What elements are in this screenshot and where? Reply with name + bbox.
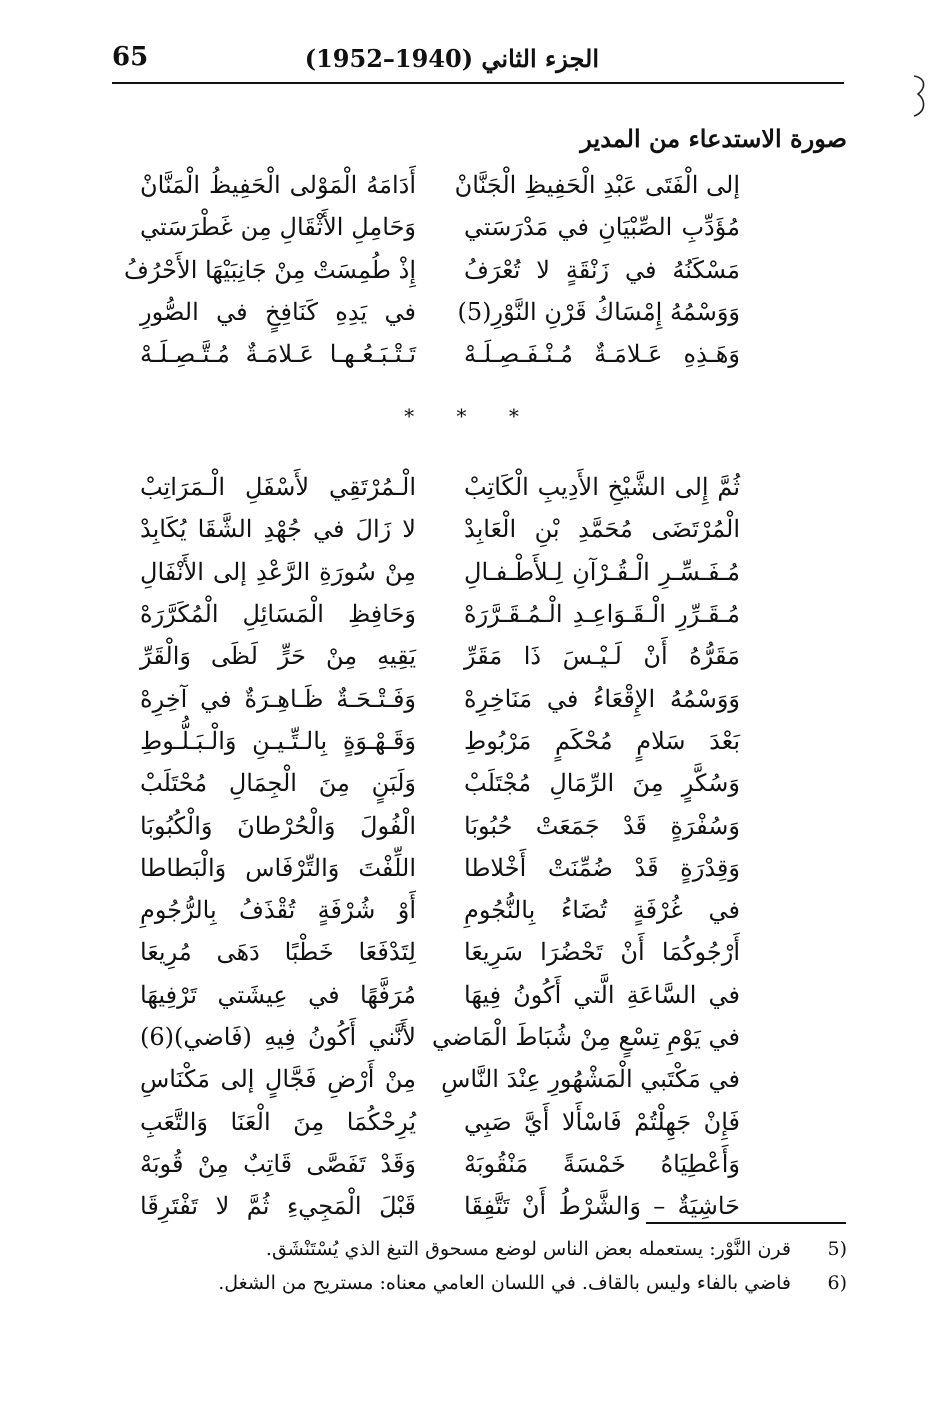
- first-hemistich: في السَّاعَةِ الَّتي أَكُونُ فِيهَا: [464, 980, 740, 1009]
- second-hemistich: يُرِحْكُمَا مِنَ الْعَنَا وَالتَّعَبِ: [140, 1107, 416, 1136]
- first-hemistich: وَسُفْرَةٍ قَدْ جَمَعَتْ حُبُوبَا: [464, 811, 740, 840]
- verse: [140, 1016, 740, 1058]
- first-hemistich: وَوَسْمُهُ إِمْسَاكُ قَرْنِ النَّوْرِ(5): [457, 298, 740, 327]
- verse: [140, 762, 740, 804]
- second-hemistich: أَدَامَهُ الْمَوْلى الْحَفِيظُ الْمَنَّانْ: [140, 171, 416, 200]
- first-hemistich: فَإِنْ جَهِلْتُمْ فَاسْأَلا أَيَّ صَبِي: [464, 1107, 740, 1136]
- poem-second: [140, 466, 740, 1227]
- verse: [140, 206, 740, 248]
- footnote-6: [207, 1266, 847, 1300]
- second-hemistich: أَوْ شُرْفَةٍ تُقْذَفُ بِالرُّجُومِ: [140, 896, 416, 925]
- verse: [140, 466, 740, 508]
- verse: [140, 333, 740, 375]
- header-rule: [112, 82, 844, 84]
- second-hemistich: تَـتْـبَـعُـهـا عَـلامَـةٌ مُـتَّـصِـلَـهْ: [140, 340, 416, 369]
- poem-first: [124, 164, 740, 375]
- first-hemistich: وَأَعْطِيَاهُ خَمْسَةً مَنْقُوبَهْ: [464, 1149, 740, 1178]
- footnote-5: [207, 1232, 847, 1266]
- section-title: صورة الاستدعاء من المدير: [580, 124, 847, 153]
- verse: [140, 677, 740, 719]
- verse: [140, 889, 740, 931]
- first-hemistich: وَوَسْمُهُ الإِقْعَاءُ في مَنَاخِرِهْ: [464, 684, 740, 713]
- second-hemistich: قَبْلَ الْمَجِيءِ ثُمَّ لا تَفْتَرِقَا: [140, 1192, 416, 1221]
- section-separator: * * *: [404, 404, 537, 428]
- first-hemistich: في يَوْمِ تِسْعٍ مِنْ شُبَاطَ الْمَاضي: [432, 1023, 740, 1051]
- margin-bracket-mark: [910, 74, 930, 118]
- first-hemistich: حَاشِيَةٌ – وَالشَّرْطُ أَنْ تَتَّفِقَا: [464, 1192, 740, 1221]
- first-hemistich: مُؤَدِّبِ الصِّبْيَانِ في مَدْرَسَتي: [464, 213, 740, 242]
- first-hemistich: مَقَرُّهُ أَنْ لَـيْـسَ ذَا مَقَرِّ: [464, 642, 740, 671]
- second-hemistich: لِتَدْفَعَا خَطْبًا دَهَى مُرِيعَا: [140, 938, 416, 967]
- first-hemistich: وَهَـذِهِ عَـلامَـةٌ مُـنْـفَـصِـلَـهْ: [464, 340, 740, 369]
- second-hemistich: وَلَبَنٍ مِنَ الْجِمَالِ مُحْتَلَبْ: [140, 769, 416, 798]
- verse: [140, 974, 740, 1016]
- first-hemistich: مُـقَـرِّرِ الْـقَـوَاعِـدِ الْـمُـقَـرَّرَهْ: [464, 600, 740, 629]
- footnote-number: 5): [827, 1238, 847, 1260]
- verse: [140, 804, 740, 846]
- running-title: الجزء الثاني (1940–1952): [304, 44, 599, 73]
- second-hemistich: لأَنَّني أَكُونُ فِيهِ (فَاضي)(6): [140, 1023, 416, 1051]
- second-hemistich: وَقَـهْـوَةٍ بِالـتِّـيـنِ وَالْـبَـلُّـوطِ: [140, 726, 416, 755]
- second-hemistich: اللِّفْتَ وَالتِّرْفَاس وَالْبَطاطا: [140, 853, 416, 882]
- first-hemistich: وَسُكَّرٍ مِنَ الرِّمَالِ مُجْتَلَبْ: [464, 769, 740, 798]
- first-hemistich: مُـفَـسِّـرِ الْـقُـرْآنِ لِـلأَطْـفـالِ: [464, 557, 740, 586]
- second-hemistich: الْـمُرْتَقِي لأَسْفَلِ الْـمَرَاتِبْ: [140, 473, 416, 502]
- footnote-text: فاضي بالفاء وليس بالقاف. في اللسان العامي معناه: مستريح من الشغل.: [218, 1272, 791, 1294]
- verse: [140, 1143, 740, 1185]
- verse: [140, 720, 740, 762]
- page-number: 65: [112, 42, 149, 72]
- footnote-rule: [646, 1222, 846, 1224]
- verse: [140, 1058, 740, 1100]
- second-hemistich: وَحَافِظِ الْمَسَائِلِ الْمُكَرَّرَهْ: [140, 600, 416, 629]
- second-hemistich: الْفُولَ وَالْحُرْطانَ وَالْكُبُوبَا: [140, 811, 416, 840]
- verse: [140, 847, 740, 889]
- footnotes: [207, 1232, 847, 1300]
- verse: [140, 931, 740, 973]
- first-hemistich: إلى الْفَتَى عَبْدِ الْحَفِيظِ الْجَنَّانْ: [454, 171, 740, 200]
- verse: [124, 249, 740, 291]
- second-hemistich: وَقَدْ تَفَصَّى قَاتِبٌ مِنْ قُوبَهْ: [140, 1149, 416, 1178]
- first-hemistich: في مَكْتَبي الْمَشْهُورِ عِنْدَ النَّاسِ: [441, 1065, 740, 1094]
- second-hemistich: لا زَالَ في جُهْدِ الشَّقَا يُكَابِدْ: [140, 515, 416, 544]
- verse: [140, 1185, 740, 1227]
- verse: [140, 291, 740, 333]
- second-hemistich: مِنْ سُورَةِ الرَّعْدِ إلى الأَنْفَالِ: [140, 557, 416, 586]
- verse: [140, 593, 740, 635]
- second-hemistich: وَفَـتْـحَـةٌ ظَـاهِـرَةٌ في آخِرِهْ: [140, 684, 416, 713]
- second-hemistich: يَقِيهِ مِنْ حَرٍّ لَظَى وَالْقَرِّ: [140, 642, 416, 671]
- second-hemistich: مِنْ أَرْضِ فَجَّالٍ إلى مَكْنَاسِ: [140, 1065, 416, 1094]
- second-hemistich: مُرَفَّهًا في عِيشَتي تَرْفِيهَا: [140, 980, 416, 1009]
- verse: [140, 635, 740, 677]
- second-hemistich: وَحَامِلِ الأَثْقَالِ مِن غَطْرَسَتي: [140, 213, 416, 242]
- verse: [140, 164, 740, 206]
- footnote-text: قرن النَّوْر: يستعمله بعض الناس لوضع مسحوق التبغ الذي يُسْتَنْشَق.: [265, 1238, 791, 1260]
- second-hemistich: في يَدِهِ كَنَافِخٍ في الصُّورِ: [140, 298, 416, 327]
- verse: [140, 1100, 740, 1142]
- first-hemistich: وَقِدْرَةٍ قَدْ ضُمِّنَتْ أَخْلاطا: [464, 853, 740, 882]
- first-hemistich: مَسْكَنُهُ في زَنْقَةٍ لا تُعْرَفُ: [464, 255, 740, 284]
- first-hemistich: ثُمَّ إِلى الشَّيْخِ الأَدِيبِ الْكَاتِبْ: [464, 473, 740, 502]
- first-hemistich: في غُرْفَةٍ تُضَاءُ بِالنُّجُومِ: [464, 896, 740, 925]
- footnote-number: 6): [827, 1272, 847, 1294]
- verse: [140, 508, 740, 550]
- first-hemistich: بَعْدَ سَلامٍ مُحْكَمٍ مَرْبُوطِ: [464, 726, 740, 755]
- first-hemistich: الْمُرْتَضَى مُحَمَّدِ بْنِ الْعَابِدْ: [464, 515, 740, 544]
- first-hemistich: أَرْجُوكُمَا أَنْ تَحْضُرَا سَرِيعَا: [464, 938, 740, 967]
- second-hemistich: إِذْ طُمِسَتْ مِنْ جَانِبَيْهَا الأَحْرُفُ: [124, 255, 416, 284]
- verse: [140, 551, 740, 593]
